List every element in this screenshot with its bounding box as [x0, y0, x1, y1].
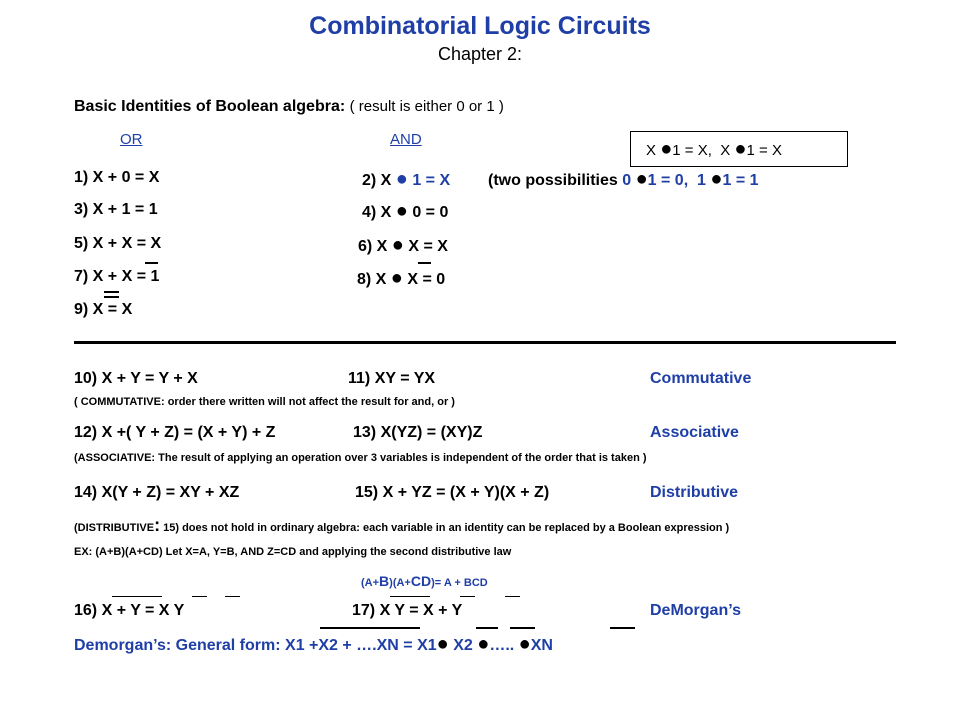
boxed-identities [646, 139, 782, 159]
identity-1: 1) X + 0 = X [74, 169, 160, 186]
law-commutative: Commutative [650, 370, 752, 387]
identity-3: 3) X + 1 = 1 [74, 201, 158, 218]
general-part: X1 +X2 + ….XN = X1 [285, 637, 437, 654]
and-dot-icon: ● [518, 633, 531, 655]
page-subtitle: Chapter 2: [437, 44, 523, 64]
and-dot-icon: ● [635, 168, 648, 190]
intro-note: ( result is either 0 or 1 ) [349, 98, 504, 115]
identity-6 [358, 235, 448, 256]
identity-17: 17) X Y = X + Y [352, 602, 463, 619]
and-dot-icon: ● [395, 168, 408, 190]
identity-7: 7) X + X = 1 [74, 268, 160, 285]
identity-part: 2) X [362, 172, 396, 189]
overbar [460, 596, 475, 597]
and-dot-icon: ● [436, 633, 449, 655]
boxed-part: X [720, 142, 735, 159]
and-dot-icon: ● [477, 633, 490, 655]
intro-line [74, 98, 504, 116]
identity-4 [362, 201, 448, 222]
identity-15: 15) X + YZ = (X + Y)(X + Z) [355, 484, 550, 501]
note-part: 15) does not hold in ordinary algebra: each variable in an identity can be replaced by a Boolean expression ) [160, 522, 730, 534]
identity-part: 4) X [362, 204, 396, 221]
column-or: OR [120, 131, 143, 148]
overbar [104, 296, 119, 298]
boxed-part: X [646, 142, 661, 159]
note-part: (two possibilities [488, 172, 623, 189]
result-part: )(A+ [389, 577, 411, 589]
law-demorgan: DeMorgan’s [650, 602, 741, 619]
overbar [192, 596, 207, 597]
overbar [418, 262, 431, 264]
overbar [610, 627, 635, 629]
two-possibilities-note [488, 169, 759, 190]
overbar [104, 291, 119, 293]
note-distributive [74, 515, 729, 536]
overbar [225, 596, 240, 597]
general-part: X2 [448, 637, 478, 654]
result-part: CD [410, 573, 432, 589]
identity-13: 13) X(YZ) = (XY)Z [353, 424, 483, 441]
overbar [320, 627, 420, 629]
boxed-part: 1 = X [746, 142, 782, 159]
intro-heading: Basic Identities of Boolean algebra: [74, 98, 346, 115]
identity-9: 9) X = X [74, 301, 133, 318]
note-associative: (ASSOCIATIVE: The result of applying an operation over 3 variables is independent of the order that is taken ) [74, 452, 647, 464]
result-part: )= A + BCD [431, 577, 488, 589]
identity-2 [362, 169, 450, 190]
overbar [505, 596, 520, 597]
demorgan-general-form [74, 634, 553, 655]
general-part: XN [530, 637, 553, 654]
identity-part: 0 = 0 [407, 204, 449, 221]
overbar [145, 262, 158, 264]
example-result [361, 573, 488, 589]
result-part: (A+ [361, 577, 380, 589]
law-distributive: Distributive [650, 484, 739, 501]
and-dot-icon: ● [734, 138, 747, 160]
note-part: 1 [697, 172, 711, 189]
overbar [112, 596, 162, 597]
page-title: Combinatorial Logic Circuits [309, 12, 651, 40]
identity-11: 11) XY = YX [348, 370, 436, 387]
note-part: : [154, 515, 161, 535]
identity-part: 1 = X [407, 172, 451, 189]
identity-part: 6) X [358, 238, 392, 255]
general-part: ….. [489, 637, 519, 654]
overbar [510, 627, 535, 629]
identity-12: 12) X +( Y + Z) = (X + Y) + Z [74, 424, 276, 441]
identity-part: X = 0 [402, 271, 446, 288]
note-part: 0 [622, 172, 636, 189]
and-dot-icon: ● [395, 200, 408, 222]
and-dot-icon: ● [710, 168, 723, 190]
note-commutative: ( COMMUTATIVE: order there written will not affect the result for and, or ) [74, 396, 455, 408]
identity-14: 14) X(Y + Z) = XY + XZ [74, 484, 240, 501]
result-part: B [379, 573, 390, 589]
overbar [390, 596, 430, 597]
column-and: AND [390, 131, 422, 148]
and-dot-icon: ● [390, 267, 403, 289]
identity-part: 8) X [357, 271, 391, 288]
general-part: Demorgan’s: General form: [74, 637, 286, 654]
section-divider [74, 341, 896, 344]
note-part: 1 = 0, [647, 172, 689, 189]
and-dot-icon: ● [660, 138, 673, 160]
identity-part: X = X [403, 238, 448, 255]
identity-5: 5) X + X = X [74, 235, 162, 252]
identity-8 [357, 268, 445, 289]
example-line: EX: (A+B)(A+CD) Let X=A, Y=B, AND Z=CD and applying the second distributive law [74, 546, 512, 558]
boxed-part: 1 = X, [672, 142, 712, 159]
identity-16: 16) X + Y = X Y [74, 602, 185, 619]
law-associative: Associative [650, 424, 739, 441]
note-part: 1 = 1 [722, 172, 759, 189]
note-part: (DISTRIBUTIVE [74, 522, 155, 534]
overbar [476, 627, 498, 629]
identity-10: 10) X + Y = Y + X [74, 370, 198, 387]
and-dot-icon: ● [391, 234, 404, 256]
